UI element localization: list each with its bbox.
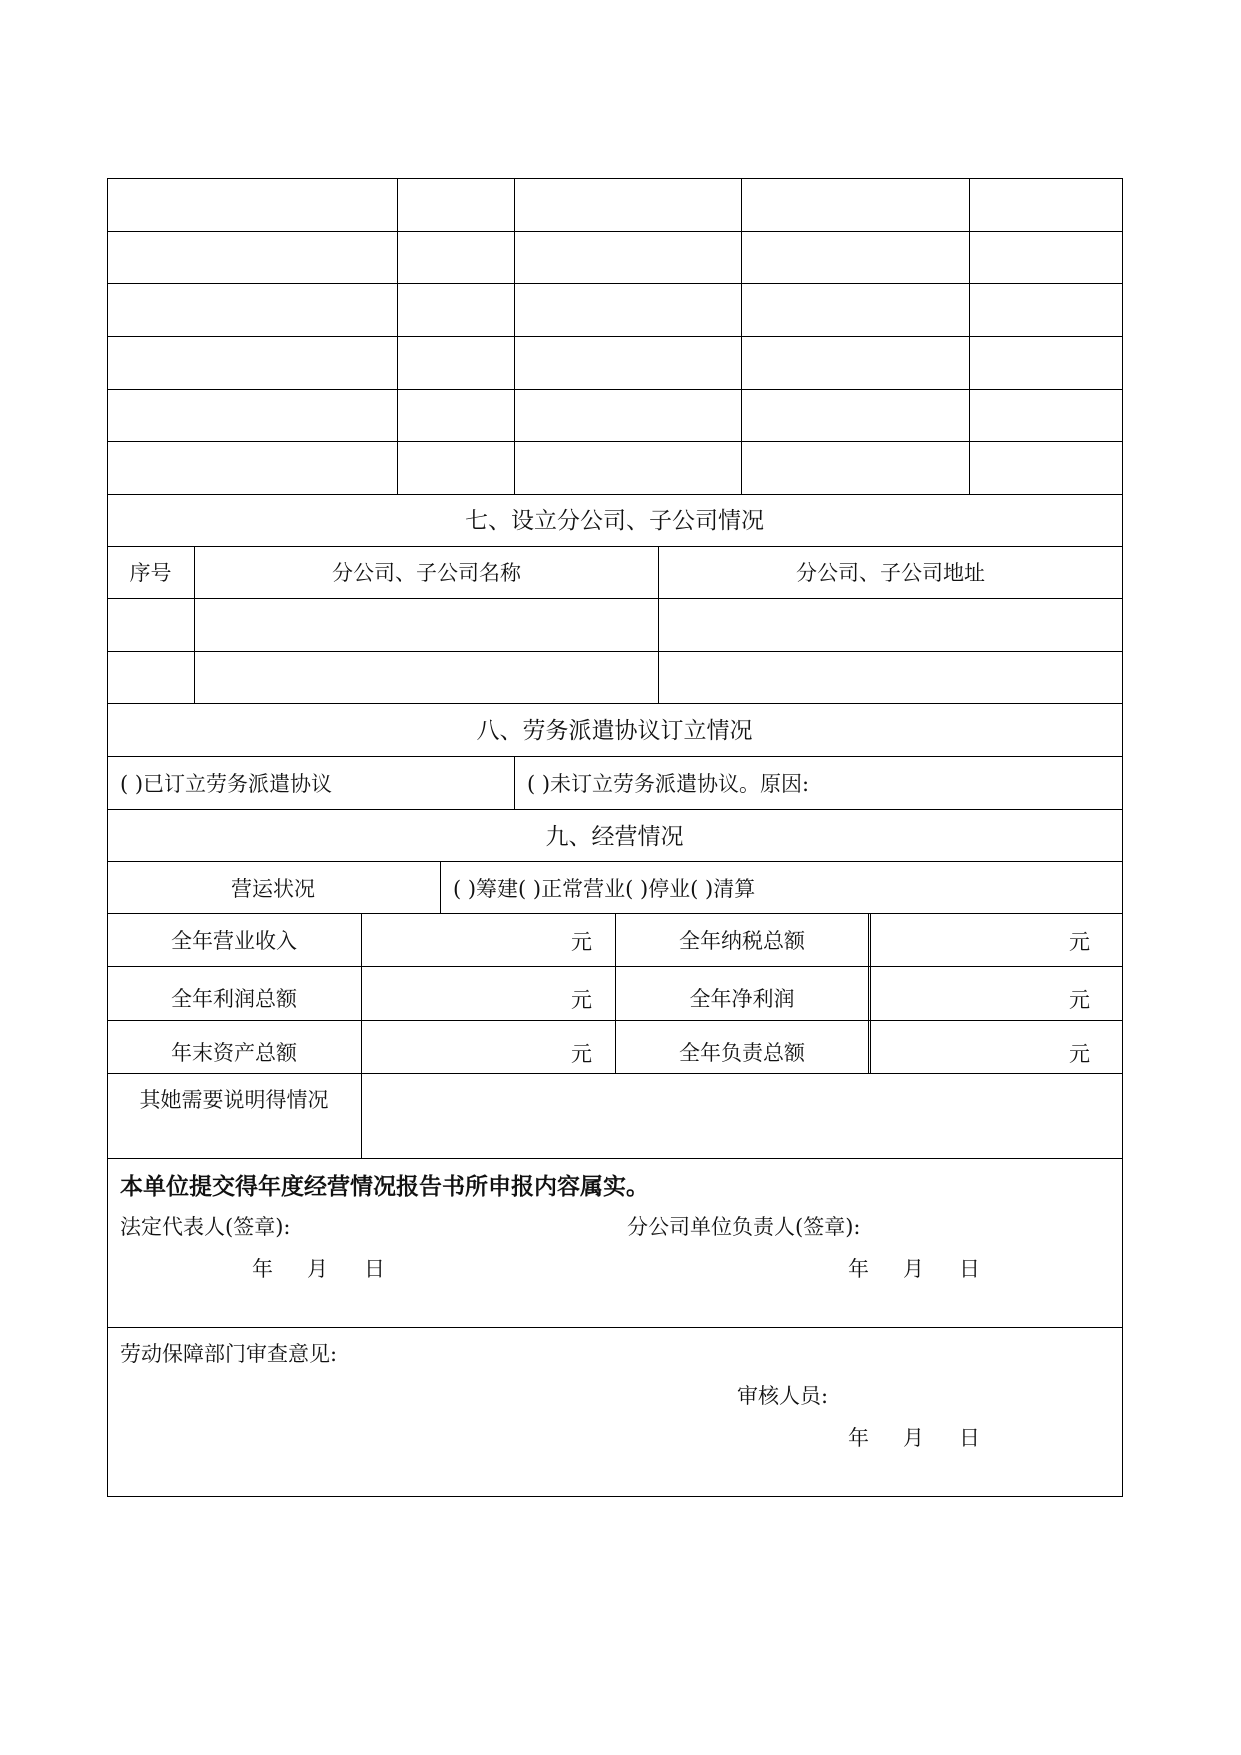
row-divider	[107, 756, 1122, 757]
annual-tax-label: 全年纳税总额	[679, 929, 805, 953]
table-col-divider	[397, 178, 398, 494]
row-divider	[107, 703, 1122, 704]
date-day-label: 日	[959, 1426, 980, 1450]
declaration-statement: 本单位提交得年度经营情况报告书所申报内容属实。	[120, 1174, 649, 1200]
other-notes-label: 其她需要说明得情况	[139, 1088, 329, 1112]
date-month-label: 月	[903, 1257, 924, 1281]
section8-title: 八、劳务派遣协议订立情况	[476, 718, 753, 744]
currency-unit: 元	[1069, 1042, 1090, 1066]
col-header-branch-address: 分公司、子公司地址	[796, 561, 985, 585]
form-border-bottom	[107, 1496, 1123, 1497]
table-col-divider	[741, 178, 742, 494]
col-divider	[440, 861, 441, 914]
branch-head-signature-label: 分公司单位负责人(签章):	[627, 1215, 861, 1239]
currency-unit: 元	[1069, 988, 1090, 1012]
table-col-divider	[969, 178, 970, 494]
date-year-label: 年	[848, 1426, 869, 1450]
operation-status-label: 营运状况	[231, 877, 315, 901]
date-year-label: 年	[252, 1257, 273, 1281]
branch-row-2-address-field[interactable]	[659, 652, 1121, 702]
branch-row-1-address-field[interactable]	[659, 599, 1121, 650]
branch-row-2-name-field[interactable]	[195, 652, 657, 702]
table-col-divider	[514, 178, 515, 494]
date-month-label: 月	[307, 1257, 328, 1281]
currency-unit: 元	[571, 930, 592, 954]
date-day-label: 日	[959, 1257, 980, 1281]
branch-row-1-name-field[interactable]	[195, 599, 657, 650]
section7-title: 七、设立分公司、子公司情况	[465, 508, 764, 534]
other-notes-field[interactable]	[362, 1074, 1121, 1158]
row-divider	[107, 1158, 1122, 1159]
labor-dept-review-label: 劳动保障部门审查意见:	[120, 1342, 338, 1366]
agreement-not-signed-option[interactable]: ( )未订立劳务派遣协议。原因:	[527, 772, 810, 796]
col-divider	[868, 913, 869, 1073]
currency-unit: 元	[571, 1042, 592, 1066]
col-divider	[514, 756, 515, 809]
currency-unit: 元	[1069, 930, 1090, 954]
operation-status-options[interactable]: ( )筹建( )正常营业( )停业( )清算	[453, 877, 756, 901]
date-month-label: 月	[903, 1426, 924, 1450]
net-profit-label: 全年净利润	[689, 987, 795, 1011]
form-border-right	[1122, 178, 1123, 1497]
reviewer-label: 审核人员:	[737, 1384, 829, 1408]
review-opinion-field[interactable]	[108, 1328, 1121, 1496]
legal-representative-signature-label: 法定代表人(签章):	[120, 1215, 291, 1239]
section9-title: 九、经营情况	[545, 824, 684, 850]
col-header-index: 序号	[129, 561, 172, 585]
annual-liabilities-label: 全年负责总额	[679, 1041, 805, 1065]
row-divider	[107, 546, 1122, 547]
row-divider	[107, 809, 1122, 810]
agreement-signed-option[interactable]: ( )已订立劳务派遣协议	[120, 772, 333, 796]
date-year-label: 年	[848, 1257, 869, 1281]
col-header-branch-name: 分公司、子公司名称	[332, 561, 521, 585]
annual-profit-label: 全年利润总额	[171, 987, 297, 1011]
year-end-assets-label: 年末资产总额	[171, 1041, 297, 1065]
table-row-divider	[107, 494, 1122, 495]
annual-revenue-label: 全年营业收入	[171, 929, 297, 953]
row-divider	[107, 861, 1122, 862]
currency-unit: 元	[571, 988, 592, 1012]
date-day-label: 日	[364, 1257, 385, 1281]
